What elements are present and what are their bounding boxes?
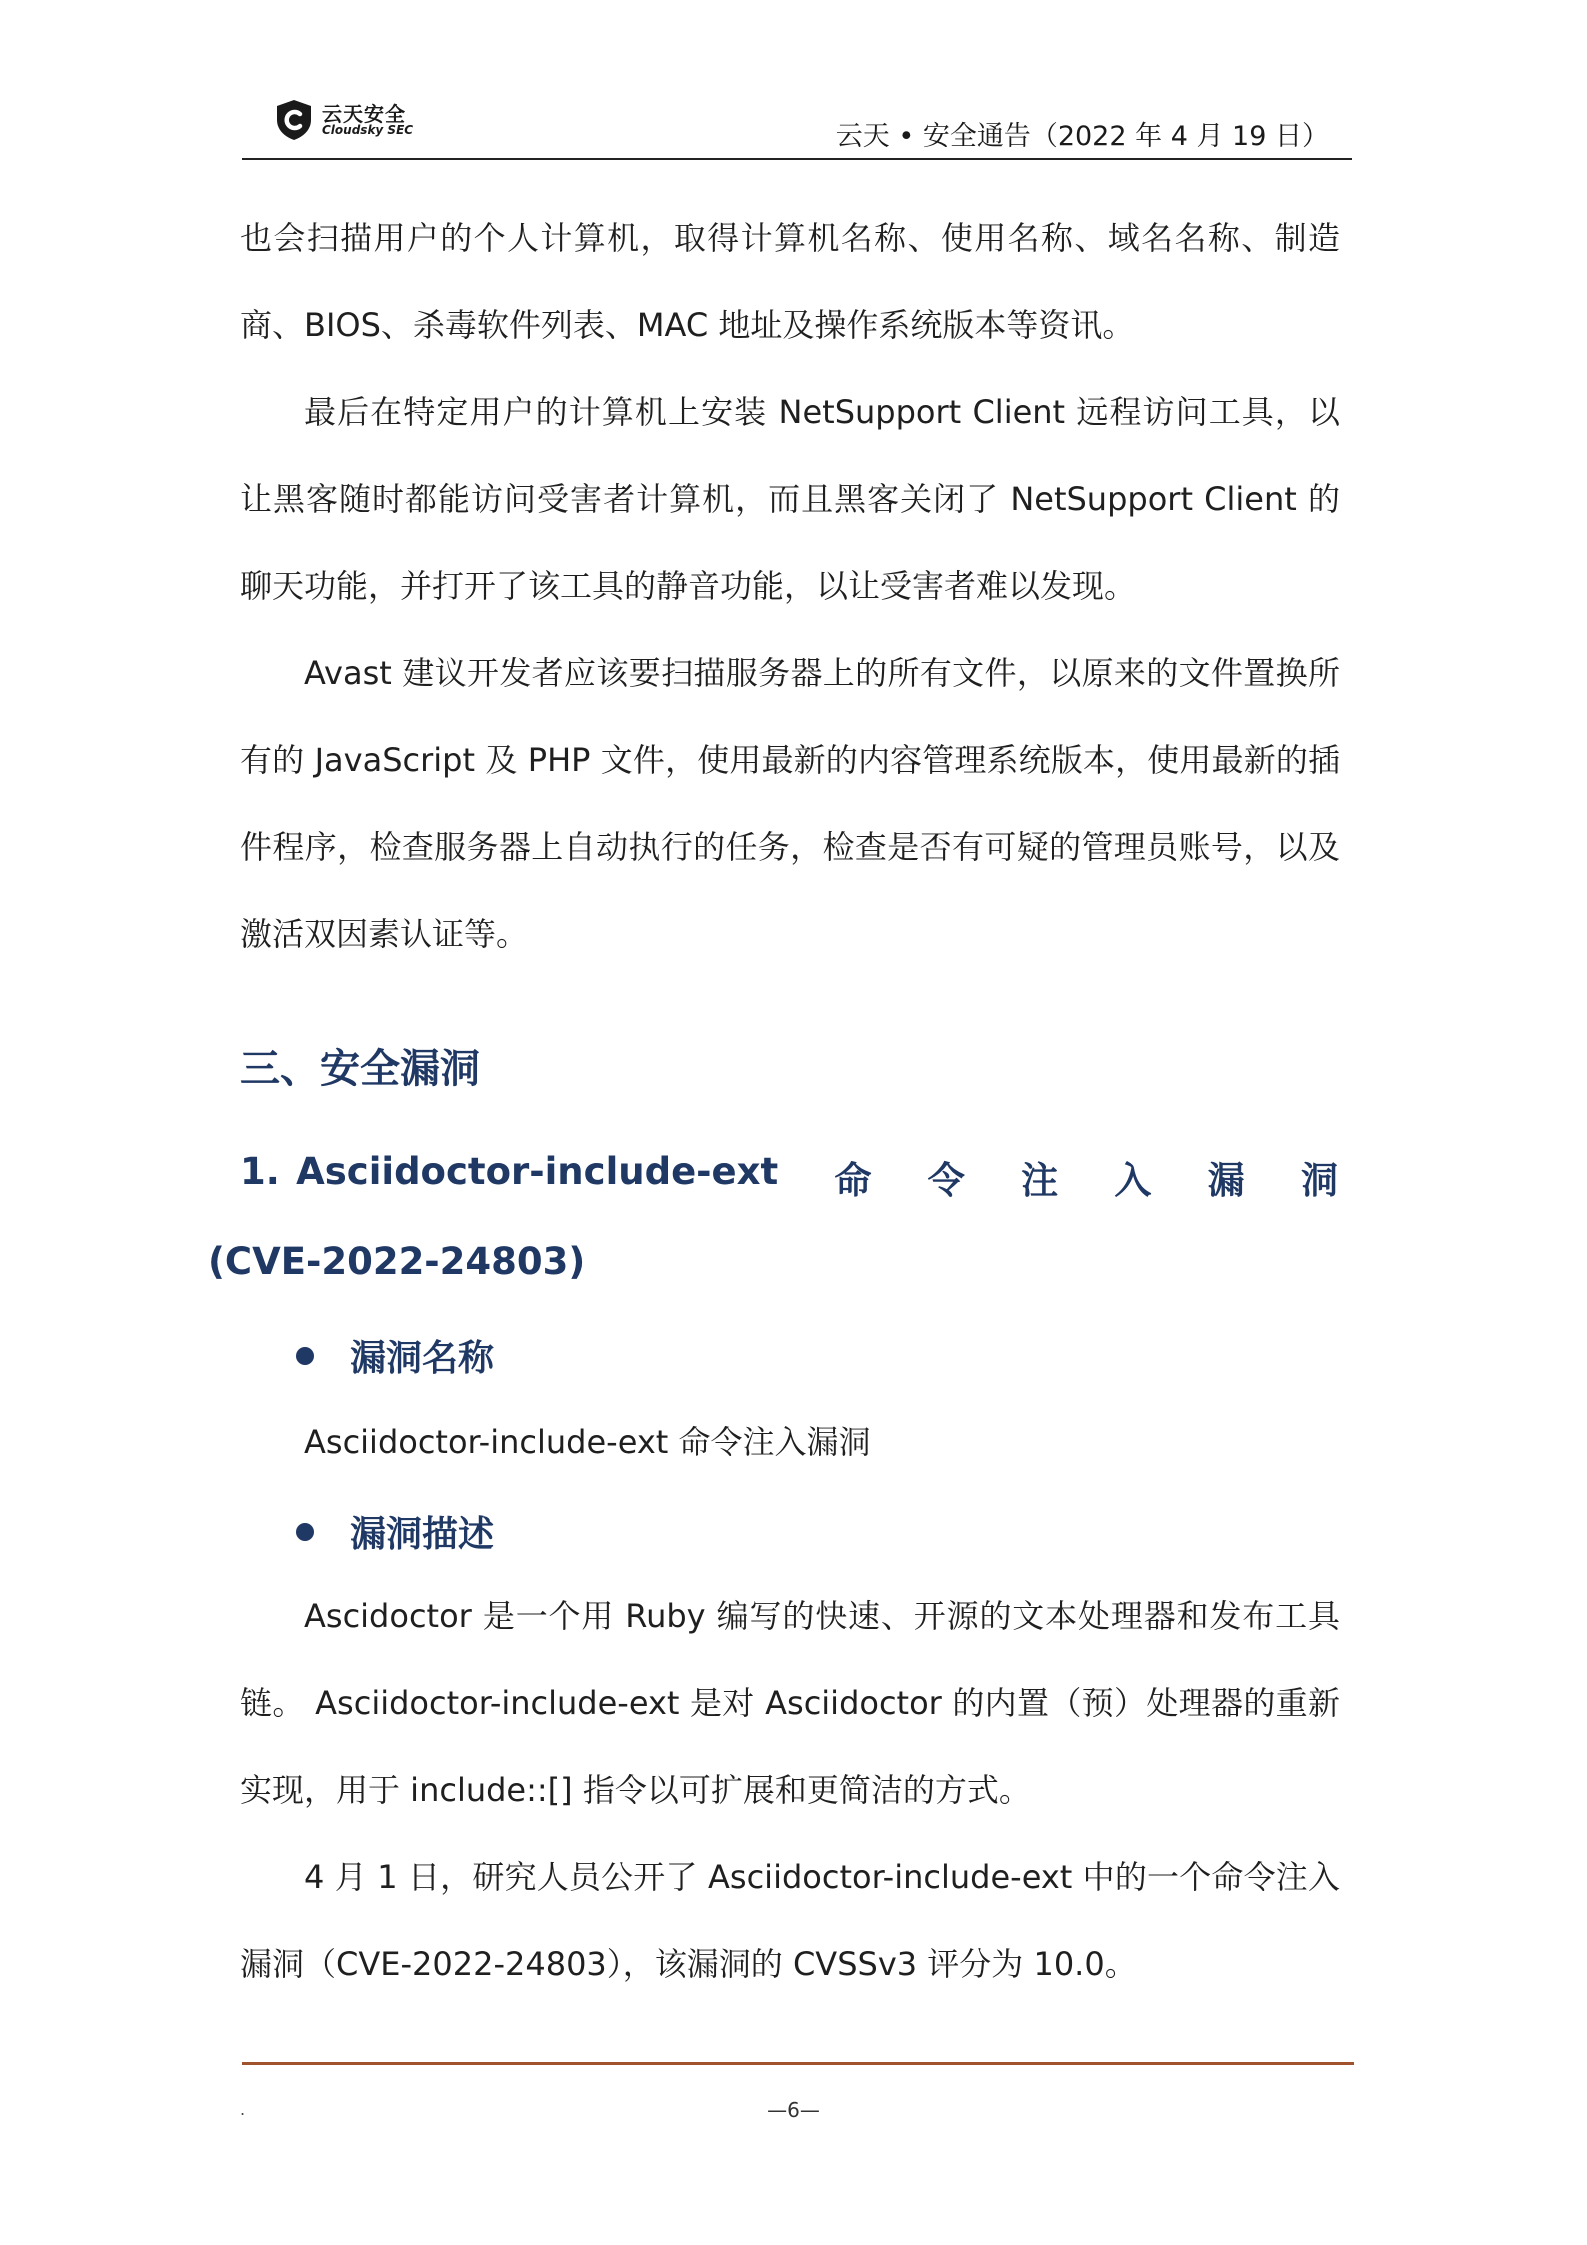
vuln-heading-product: Asciidoctor-include-ext xyxy=(296,1150,779,1193)
bullet-label: 漏洞描述 xyxy=(350,1514,495,1555)
bullet-vuln-name xyxy=(296,1330,494,1381)
vuln-heading-char: 命 xyxy=(834,1159,872,1202)
logo-chinese-text: 云天安全 xyxy=(322,102,406,126)
bullet-dot-icon xyxy=(296,1523,314,1541)
vuln-heading-char: 洞 xyxy=(1300,1159,1338,1202)
logo-english-text: Cloudsky SEC xyxy=(322,123,414,137)
paragraph-3: Avast 建议开发者应该要扫描服务器上的所有文件，以原来的文件置换所有的 JavaScript 及 PHP 文件，使用最新的内容管理系统版本，使用最新的插件程序，检查服务器上自动执行的任务，检查是否有可疑的管理员账号，以及激活双因素认证等。 xyxy=(240,654,1340,953)
bullet-label: 漏洞名称 xyxy=(350,1338,495,1379)
vuln-heading-line-2: (CVE-2022-24803) xyxy=(208,1240,586,1283)
description-paragraph-2: 4 月 1 日，研究人员公开了 Asciidoctor-include-ext 中的一个命令注入漏洞（CVE-2022-24803），该漏洞的 CVSSv3 评分为 10.0。 xyxy=(240,1858,1340,1983)
vuln-heading-char: 入 xyxy=(1114,1159,1152,1202)
vuln-heading-number: 1. xyxy=(240,1150,280,1193)
header-divider xyxy=(242,158,1352,160)
vuln-name-value: Asciidoctor-include-ext 命令注入漏洞 xyxy=(304,1423,871,1461)
bullet-dot-icon xyxy=(296,1347,314,1365)
company-logo xyxy=(274,96,434,144)
vuln-heading-char: 令 xyxy=(927,1159,965,1202)
paragraph-1: 也会扫描用户的个人计算机，取得计算机名称、使用名称、域名名称、制造商、BIOS、杀毒软件列表、MAC 地址及操作系统版本等资讯。 xyxy=(240,219,1340,344)
footer-dot: . xyxy=(240,2100,246,2119)
header-title: 云天 • 安全通告（2022 年 4 月 19 日） xyxy=(835,121,1329,152)
vuln-heading-char: 注 xyxy=(1021,1159,1059,1202)
cloudsky-logo-icon xyxy=(274,98,314,142)
section-heading: 三、安全漏洞 xyxy=(240,1046,480,1092)
page-number: —6— xyxy=(767,2098,820,2122)
vuln-heading-line-1 xyxy=(240,1150,1338,1204)
paragraph-2: 最后在特定用户的计算机上安装 NetSupport Client 远程访问工具，以让黑客随时都能访问受害者计算机，而且黑客关闭了 NetSupport Client 的聊天功能，并打开了该工具的静音功能，以让受害者难以发现。 xyxy=(240,393,1340,605)
vuln-heading-char: 漏 xyxy=(1207,1159,1245,1202)
bullet-vuln-desc xyxy=(296,1506,494,1557)
description-paragraph-1: Ascidoctor 是一个用 Ruby 编写的快速、开源的文本处理器和发布工具链。 Asciidoctor-include-ext 是对 Asciidoctor 的内置（预）处理器的重新实现，用于 include::[] 指令以可扩展和更简洁的方式。 xyxy=(240,1597,1340,1809)
footer-divider xyxy=(242,2062,1354,2065)
